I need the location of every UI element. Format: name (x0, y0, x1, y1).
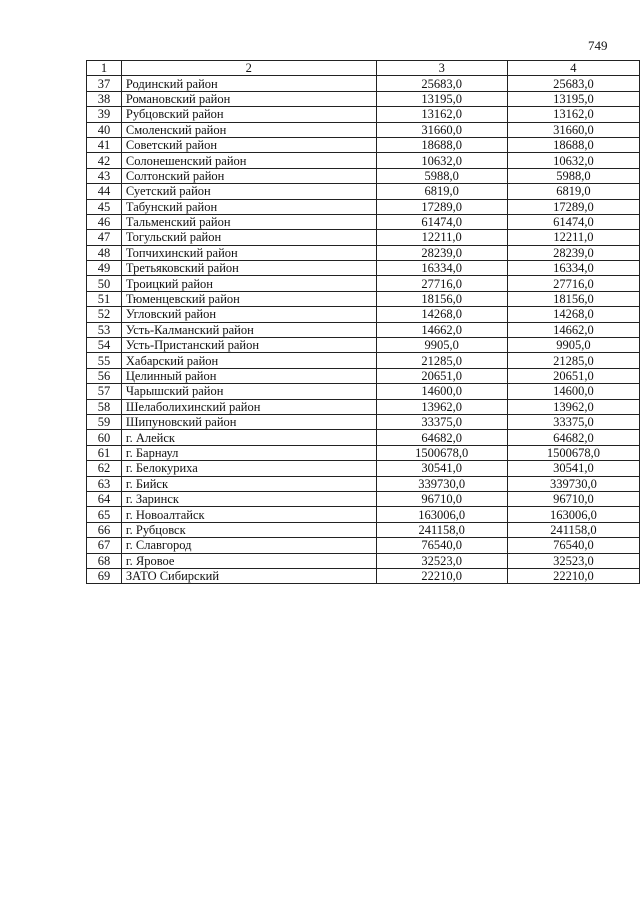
value-col-4: 28239,0 (507, 245, 639, 260)
row-number: 48 (87, 245, 122, 260)
value-col-3: 13195,0 (376, 91, 507, 106)
district-name: Целинный район (121, 368, 376, 383)
row-number: 50 (87, 276, 122, 291)
district-name: г. Барнаул (121, 445, 376, 460)
value-col-4: 13162,0 (507, 107, 639, 122)
table-row (87, 91, 640, 106)
value-col-4: 64682,0 (507, 430, 639, 445)
value-col-4: 32523,0 (507, 553, 639, 568)
district-name: Хабарский район (121, 353, 376, 368)
value-col-4: 30541,0 (507, 461, 639, 476)
value-col-4: 27716,0 (507, 276, 639, 291)
district-name: ЗАТО Сибирский (121, 568, 376, 583)
value-col-3: 20651,0 (376, 368, 507, 383)
table-row (87, 491, 640, 506)
value-col-3: 10632,0 (376, 153, 507, 168)
table-row (87, 137, 640, 152)
row-number: 60 (87, 430, 122, 445)
header-col-1: 1 (87, 61, 122, 76)
district-name: Солтонский район (121, 168, 376, 183)
value-col-4: 17289,0 (507, 199, 639, 214)
value-col-4: 76540,0 (507, 538, 639, 553)
row-number: 67 (87, 538, 122, 553)
district-name: Троицкий район (121, 276, 376, 291)
row-number: 39 (87, 107, 122, 122)
table-row (87, 414, 640, 429)
row-number: 42 (87, 153, 122, 168)
district-name: г. Новоалтайск (121, 507, 376, 522)
row-number: 38 (87, 91, 122, 106)
value-col-4: 18688,0 (507, 137, 639, 152)
row-number: 53 (87, 322, 122, 337)
row-number: 43 (87, 168, 122, 183)
page-number: 749 (588, 38, 608, 53)
row-number: 65 (87, 507, 122, 522)
value-col-4: 14600,0 (507, 384, 639, 399)
value-col-4: 241158,0 (507, 522, 639, 537)
value-col-4: 163006,0 (507, 507, 639, 522)
table-row (87, 153, 640, 168)
district-name: Солонешенский район (121, 153, 376, 168)
row-number: 56 (87, 368, 122, 383)
row-number: 46 (87, 214, 122, 229)
table-row (87, 230, 640, 245)
value-col-3: 76540,0 (376, 538, 507, 553)
header-col-4: 4 (507, 61, 639, 76)
value-col-3: 21285,0 (376, 353, 507, 368)
table-row (87, 445, 640, 460)
table-row (87, 122, 640, 137)
table-row (87, 291, 640, 306)
value-col-3: 9905,0 (376, 338, 507, 353)
table-row (87, 214, 640, 229)
row-number: 40 (87, 122, 122, 137)
row-number: 64 (87, 491, 122, 506)
district-name: Шелаболихинский район (121, 399, 376, 414)
value-col-4: 33375,0 (507, 414, 639, 429)
row-number: 47 (87, 230, 122, 245)
district-name: г. Алейск (121, 430, 376, 445)
district-name: Угловский район (121, 307, 376, 322)
value-col-4: 13962,0 (507, 399, 639, 414)
district-name: Тюменцевский район (121, 291, 376, 306)
value-col-3: 14662,0 (376, 322, 507, 337)
table-row (87, 461, 640, 476)
value-col-4: 339730,0 (507, 476, 639, 491)
header-row (87, 61, 640, 76)
table-row (87, 307, 640, 322)
row-number: 45 (87, 199, 122, 214)
value-col-3: 31660,0 (376, 122, 507, 137)
value-col-3: 27716,0 (376, 276, 507, 291)
district-name: Тогульский район (121, 230, 376, 245)
district-name: Родинский район (121, 76, 376, 91)
value-col-4: 20651,0 (507, 368, 639, 383)
row-number: 44 (87, 184, 122, 199)
table-row (87, 368, 640, 383)
table-row (87, 199, 640, 214)
value-col-4: 5988,0 (507, 168, 639, 183)
table-row (87, 353, 640, 368)
value-col-4: 96710,0 (507, 491, 639, 506)
row-number: 37 (87, 76, 122, 91)
district-name: Третьяковский район (121, 261, 376, 276)
district-name: Шипуновский район (121, 414, 376, 429)
district-name: Чарышский район (121, 384, 376, 399)
value-col-4: 10632,0 (507, 153, 639, 168)
row-number: 69 (87, 568, 122, 583)
table-row (87, 184, 640, 199)
row-number: 63 (87, 476, 122, 491)
value-col-4: 1500678,0 (507, 445, 639, 460)
district-name: Рубцовский район (121, 107, 376, 122)
row-number: 54 (87, 338, 122, 353)
table-row (87, 107, 640, 122)
value-col-3: 17289,0 (376, 199, 507, 214)
table-row (87, 399, 640, 414)
table-row (87, 384, 640, 399)
value-col-3: 18688,0 (376, 137, 507, 152)
row-number: 41 (87, 137, 122, 152)
value-col-3: 14600,0 (376, 384, 507, 399)
district-name: Усть-Калманский район (121, 322, 376, 337)
value-col-4: 9905,0 (507, 338, 639, 353)
table-row (87, 553, 640, 568)
table-body (87, 76, 640, 584)
district-name: Табунский район (121, 199, 376, 214)
row-number: 49 (87, 261, 122, 276)
header-col-2: 2 (121, 61, 376, 76)
value-col-4: 25683,0 (507, 76, 639, 91)
row-number: 57 (87, 384, 122, 399)
value-col-3: 12211,0 (376, 230, 507, 245)
table-row (87, 538, 640, 553)
table-row (87, 476, 640, 491)
district-name: Советский район (121, 137, 376, 152)
value-col-3: 1500678,0 (376, 445, 507, 460)
value-col-4: 61474,0 (507, 214, 639, 229)
value-col-3: 64682,0 (376, 430, 507, 445)
district-name: Топчихинский район (121, 245, 376, 260)
value-col-3: 18156,0 (376, 291, 507, 306)
row-number: 68 (87, 553, 122, 568)
data-table (86, 60, 640, 584)
value-col-3: 25683,0 (376, 76, 507, 91)
district-name: Усть-Пристанский район (121, 338, 376, 353)
district-name: Суетский район (121, 184, 376, 199)
value-col-4: 6819,0 (507, 184, 639, 199)
district-name: г. Славгород (121, 538, 376, 553)
table-row (87, 507, 640, 522)
row-number: 59 (87, 414, 122, 429)
value-col-3: 96710,0 (376, 491, 507, 506)
district-name: г. Заринск (121, 491, 376, 506)
value-col-3: 28239,0 (376, 245, 507, 260)
value-col-3: 6819,0 (376, 184, 507, 199)
row-number: 66 (87, 522, 122, 537)
table-row (87, 76, 640, 91)
table-row (87, 522, 640, 537)
value-col-3: 22210,0 (376, 568, 507, 583)
table-row (87, 338, 640, 353)
table-row (87, 568, 640, 583)
value-col-3: 13962,0 (376, 399, 507, 414)
value-col-3: 30541,0 (376, 461, 507, 476)
row-number: 58 (87, 399, 122, 414)
value-col-3: 13162,0 (376, 107, 507, 122)
header-col-3: 3 (376, 61, 507, 76)
value-col-4: 13195,0 (507, 91, 639, 106)
value-col-4: 16334,0 (507, 261, 639, 276)
value-col-3: 5988,0 (376, 168, 507, 183)
table-row (87, 322, 640, 337)
value-col-4: 31660,0 (507, 122, 639, 137)
value-col-4: 12211,0 (507, 230, 639, 245)
value-col-3: 163006,0 (376, 507, 507, 522)
table-row (87, 276, 640, 291)
row-number: 52 (87, 307, 122, 322)
value-col-4: 14268,0 (507, 307, 639, 322)
row-number: 55 (87, 353, 122, 368)
value-col-3: 241158,0 (376, 522, 507, 537)
district-name: Романовский район (121, 91, 376, 106)
value-col-3: 33375,0 (376, 414, 507, 429)
district-name: Тальменский район (121, 214, 376, 229)
district-name: г. Рубцовск (121, 522, 376, 537)
table-row (87, 430, 640, 445)
table-row (87, 261, 640, 276)
value-col-3: 14268,0 (376, 307, 507, 322)
value-col-3: 61474,0 (376, 214, 507, 229)
row-number: 61 (87, 445, 122, 460)
value-col-4: 18156,0 (507, 291, 639, 306)
district-name: г. Белокуриха (121, 461, 376, 476)
district-name: Смоленский район (121, 122, 376, 137)
district-name: г. Яровое (121, 553, 376, 568)
value-col-4: 14662,0 (507, 322, 639, 337)
table-row (87, 168, 640, 183)
row-number: 51 (87, 291, 122, 306)
district-name: г. Бийск (121, 476, 376, 491)
table-row (87, 245, 640, 260)
value-col-3: 339730,0 (376, 476, 507, 491)
value-col-3: 32523,0 (376, 553, 507, 568)
value-col-4: 22210,0 (507, 568, 639, 583)
value-col-3: 16334,0 (376, 261, 507, 276)
row-number: 62 (87, 461, 122, 476)
value-col-4: 21285,0 (507, 353, 639, 368)
